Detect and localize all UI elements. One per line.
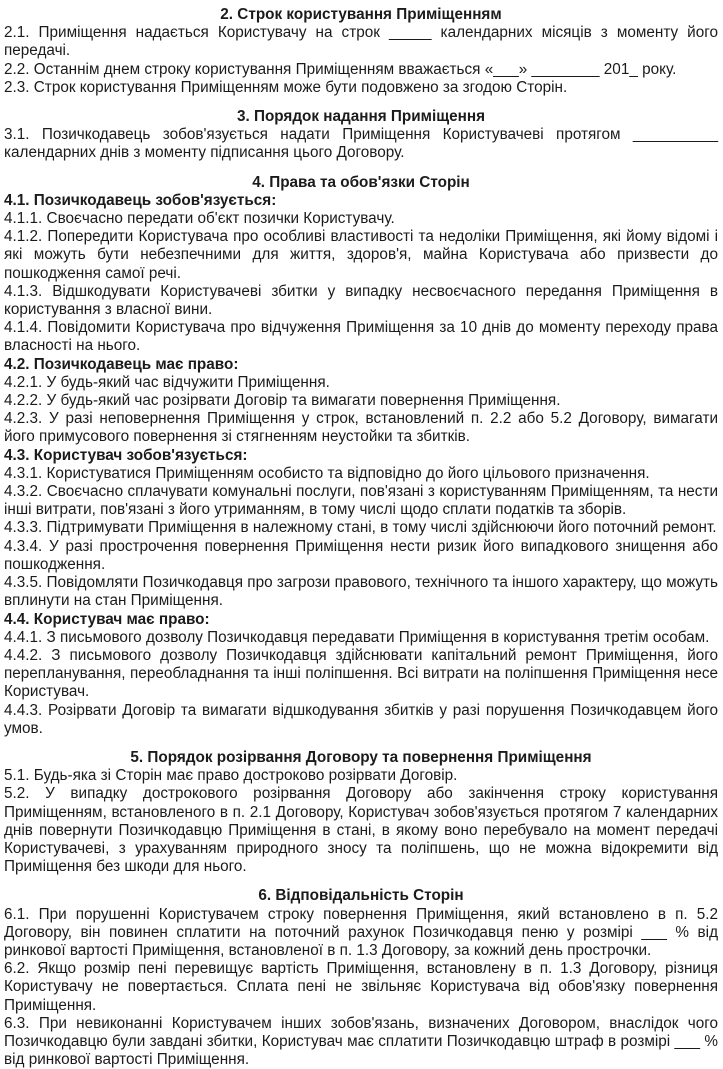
section-heading: 2. Строк користування Приміщенням xyxy=(220,6,502,23)
clause-paragraph: 4.3.1. Користуватися Приміщенням особисто та відповідно до його цільового призначення. xyxy=(4,464,650,482)
section-heading: 3. Порядок надання Приміщення xyxy=(236,108,486,126)
clause-subheading: 4.2. Позичкодавець має право: xyxy=(4,355,239,373)
contract-section xyxy=(4,108,718,163)
clause-paragraph: 4.3.2. Своєчасно сплачувати комунальні послуги, пов'язані з користуванням Приміщенням, та нести інші витрати, пов'язані з його утриманням, в тому числі щодо сплати податків та зборів. xyxy=(4,483,718,519)
clause-paragraph: 6.2. Якщо розмір пені перевищує вартість Приміщення, встановлену в п. 1.3 Договору, різниця Користувачу не повертається. Сплата пені не звільняє Користувача від обов'язку повернення Приміщення. xyxy=(4,960,718,1014)
clause-paragraph: 4.1.3. Відшкодувати Користувачеві збитки у випадку несвоєчасного передання Приміщення в користування з власної вини. xyxy=(4,282,718,319)
clause-paragraph: 2.2. Останнім днем строку користування Приміщенням вважається «___» ________ 201_ року. xyxy=(4,60,677,78)
clause-paragraph: 4.4.2. З письмового дозволу Позичкодавця здійснювати капітальний ремонт Приміщення, його перепланування, переобладнання та інші поліпшення. Всі витрати на поліпшення Приміщення несе Користувач. xyxy=(4,646,718,701)
clause-paragraph: 5.1. Будь-яка зі Сторін має право достроково розірвати Договір. xyxy=(4,767,458,785)
clause-paragraph: 4.1.2. Попередити Користувача про особливі властивості та недоліки Приміщення, які йому відомі і які можуть бути небезпечними для життя, здоров'я, майна Користувача або призвести до пошкодження самої речі. xyxy=(4,228,718,282)
contract-section xyxy=(4,887,718,1069)
clause-subheading: 4.4. Користувач має право: xyxy=(4,610,210,628)
clause-paragraph: 4.4.3. Розірвати Договір та вимагати відшкодування збитків у разі порушення Позичкодавцем його умов. xyxy=(4,701,718,737)
clause-paragraph: 3.1. Позичкодавець зобов'язується надати Приміщення Користувачеві протягом __________ календарних днів з моменту підписання цього Договору. xyxy=(4,126,718,162)
clause-paragraph: 4.3.5. Повідомляти Позичкодавця про загрози правового, технічного та іншого характеру, що можуть вплинути на стан Приміщення. xyxy=(4,574,718,610)
clause-paragraph: 4.2.1. У будь-який час відчужити Приміщення. xyxy=(4,373,330,391)
contract-section xyxy=(4,749,718,876)
section-heading: 5. Порядок розірвання Договору та повернення Приміщення xyxy=(130,748,592,766)
clause-paragraph: 2.1. Приміщення надається Користувачу на строк _____ календарних місяців з моменту його передачі. xyxy=(4,24,718,60)
clause-subheading: 4.1. Позичкодавець зобов'язується: xyxy=(4,191,277,209)
contract-section xyxy=(4,174,718,738)
clause-subheading: 4.3. Користувач зобов'язується: xyxy=(4,446,248,464)
clause-paragraph: 4.4.1. З письмового дозволу Позичкодавця передавати Приміщення в користування третім особам. xyxy=(4,628,710,646)
clause-paragraph: 4.3.3. Підтримувати Приміщення в належному стані, в тому числі здійснюючи його поточний ремонт. xyxy=(4,519,717,537)
clause-paragraph: 4.2.2. У будь-який час розірвати Договір та вимагати повернення Приміщення. xyxy=(4,392,561,410)
clause-paragraph: 2.3. Строк користування Приміщенням може бути подовжено за згодою Сторін. xyxy=(4,78,568,96)
clause-paragraph: 4.1.4. Повідомити Користувача про відчуження Приміщення за 10 днів до моменту переходу права власності на нього. xyxy=(4,319,718,355)
section-heading: 6. Відповідальність Сторін xyxy=(258,887,464,905)
clause-paragraph: 5.2. У випадку дострокового розірвання Договору або закінчення строку користування Приміщенням, встановленого в п. 2.1 Договору, Користувач зобов'язується протягом 7 календарних днів повернути Позичкодавцю Приміщення в стані, в якому воно перебувало на момент передачі Користувачеві, з урахуванням природного зносу та поліпшень, що не можна відокремити від Приміщення без шкоди для нього. xyxy=(4,785,718,876)
clause-paragraph: 4.1.1. Своєчасно передати об'єкт позички Користувачу. xyxy=(4,210,395,228)
clause-paragraph: 4.2.3. У разі неповернення Приміщення у строк, встановлений п. 2.2 або 5.2 Договору, вимагати його примусового повернення зі стягненням неустойки та збитків. xyxy=(4,410,718,446)
section-heading: 4. Права та обов'язки Сторін xyxy=(252,173,470,191)
clause-paragraph: 6.1. При порушенні Користувачем строку повернення Приміщення, який встановлено в п. 5.2 Договору, він повинен сплатити на поточний рахунок Позичкодавця пеню у розмірі ___ % від ринкової вартості Приміщення, встановленої в п. 1.3 Договору, за кожний день прострочки. xyxy=(4,905,718,959)
clause-paragraph: 6.3. При невиконанні Користувачем інших зобов'язань, визначених Договором, внаслідок чого Позичкодавцю були завдані збитки, Користувач має сплатити Позичкодавцю штраф в розмірі ___ % від ринкової вартості Приміщення. xyxy=(4,1014,718,1069)
clause-paragraph: 4.3.4. У разі прострочення повернення Приміщення нести ризик його випадкового знищення або пошкодження. xyxy=(4,537,718,573)
contract-section xyxy=(4,6,718,97)
